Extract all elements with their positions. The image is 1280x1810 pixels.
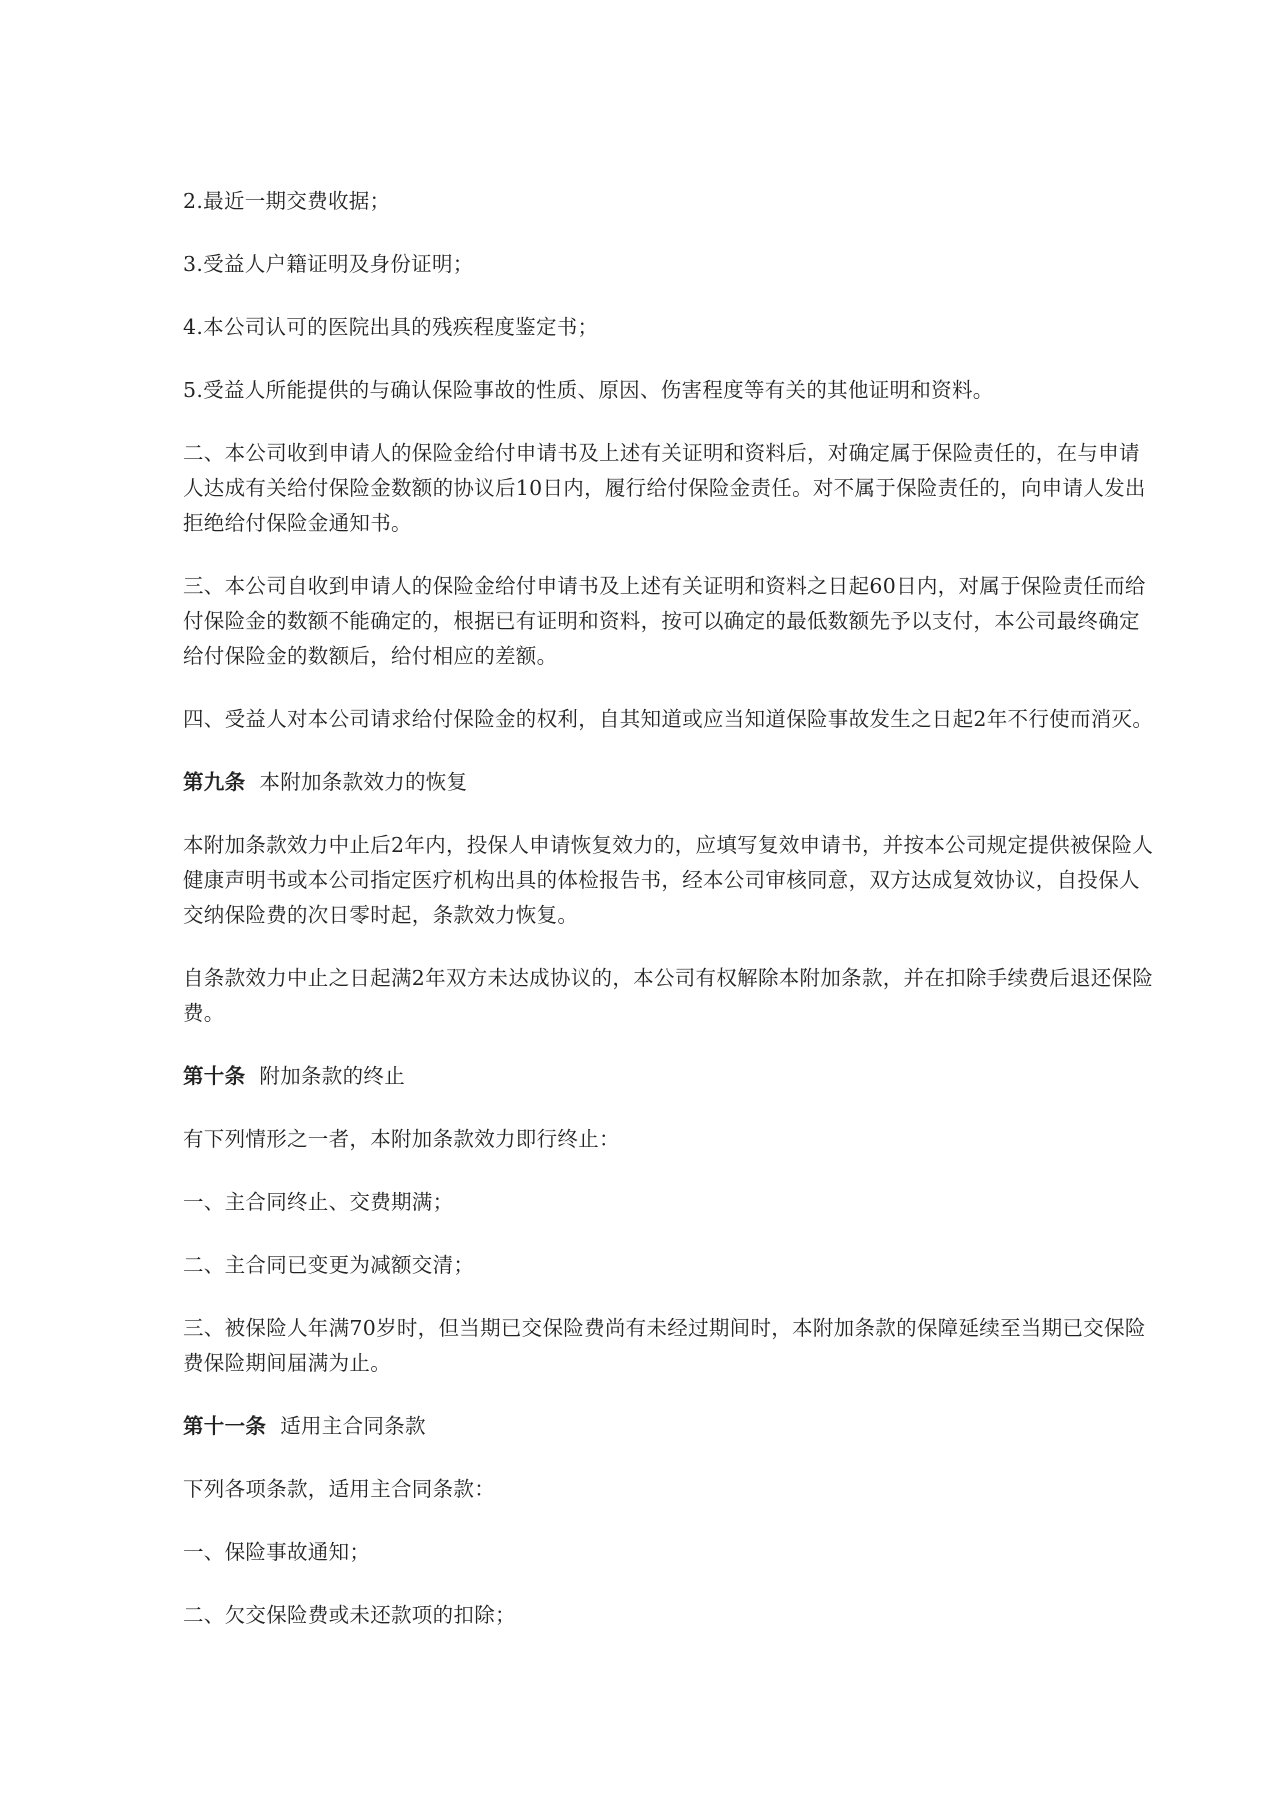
paragraph: 5.受益人所能提供的与确认保险事故的性质、原因、伤害程度等有关的其他证明和资料。 xyxy=(183,378,994,402)
paragraph: 2.最近一期交费收据； xyxy=(183,189,391,213)
paragraph: 二、欠交保险费或未还款项的扣除； xyxy=(183,1603,516,1627)
paragraph: 四、受益人对本公司请求给付保险金的权利，自其知道或应当知道保险事故发生之日起2年不行使而消灭。 xyxy=(183,707,1154,731)
article-title: 附加条款的终止 xyxy=(259,1064,406,1088)
paragraph: 本附加条款效力中止后2年内，投保人申请恢复效力的，应填写复效申请书，并按本公司规定提供被保险人健康声明书或本公司指定医疗机构出具的体检报告书，经本公司审核同意，双方达成复效协议，自投保人交纳保险费的次日零时起，条款效力恢复。 xyxy=(183,833,1154,927)
paragraph: 三、被保险人年满70岁时，但当期已交保险费尚有未经过期间时，本附加条款的保障延续至当期已交保险费保险期间届满为止。 xyxy=(183,1316,1146,1375)
paragraph: 有下列情形之一者，本附加条款效力即行终止： xyxy=(183,1127,620,1151)
paragraph: 二、主合同已变更为减额交清； xyxy=(183,1253,475,1277)
document-body xyxy=(183,184,1158,1661)
article-title: 本附加条款效力的恢复 xyxy=(259,770,468,794)
paragraph: 一、保险事故通知； xyxy=(183,1540,371,1564)
article-heading-9 xyxy=(183,765,1158,800)
paragraph: 三、本公司自收到申请人的保险金给付申请书及上述有关证明和资料之日起60日内，对属于保险责任而给付保险金的数额不能确定的，根据已有证明和资料，按可以确定的最低数额先予以支付，本公司最终确定给付保险金的数额后，给付相应的差额。 xyxy=(183,574,1146,668)
article-number: 第九条 xyxy=(183,770,246,794)
article-heading-11 xyxy=(183,1409,1158,1444)
paragraph: 自条款效力中止之日起满2年双方未达成协议的，本公司有权解除本附加条款，并在扣除手续费后退还保险费。 xyxy=(183,966,1154,1025)
paragraph: 3.受益人户籍证明及身份证明； xyxy=(183,252,474,276)
paragraph: 4.本公司认可的医院出具的残疾程度鉴定书； xyxy=(183,315,599,339)
paragraph: 二、本公司收到申请人的保险金给付申请书及上述有关证明和资料后，对确定属于保险责任的，在与申请人达成有关给付保险金数额的协议后10日内，履行给付保险金责任。对不属于保险责任的，向申请人发出拒绝给付保险金通知书。 xyxy=(183,441,1146,535)
article-number: 第十一条 xyxy=(183,1414,267,1438)
article-heading-10 xyxy=(183,1059,1158,1094)
article-number: 第十条 xyxy=(183,1064,246,1088)
paragraph: 下列各项条款，适用主合同条款： xyxy=(183,1477,495,1501)
article-title: 适用主合同条款 xyxy=(280,1414,426,1438)
paragraph: 一、主合同终止、交费期满； xyxy=(183,1190,454,1214)
